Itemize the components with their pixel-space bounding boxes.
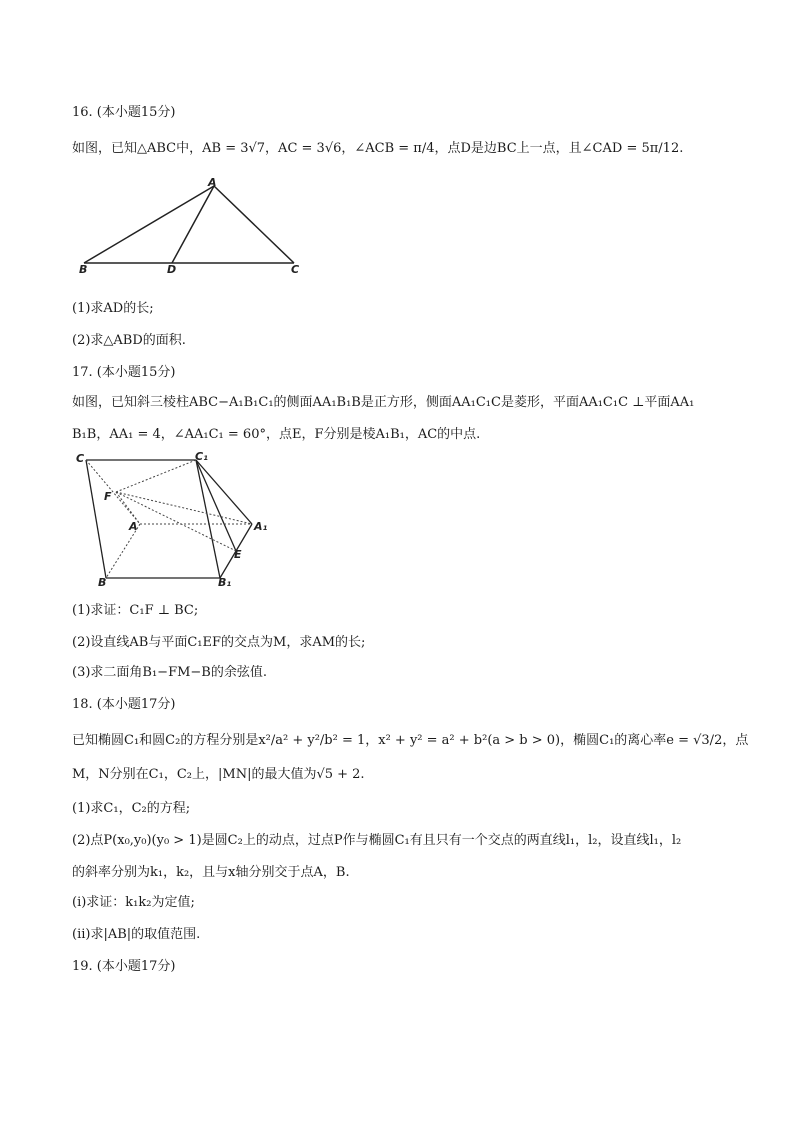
vertex-a1-label: A₁ xyxy=(254,520,268,533)
vertex-c-label: C xyxy=(76,452,85,465)
problem-17-stem-line-1: 如图，已知斜三棱柱ABC−A₁B₁C₁的侧面AA₁B₁B是正方形，侧面AA₁C₁C是菱形，平面AA₁C₁C ⊥平面AA₁ xyxy=(72,395,695,410)
triangle-abc-figure xyxy=(74,176,314,276)
problem-16-heading: 16. (本小题15分) xyxy=(72,105,176,120)
problem-17-stem-line-2: B₁B，AA₁ = 4，∠AA₁C₁ = 60°，点E，F分别是棱A₁B₁，AC的中点. xyxy=(72,427,481,442)
vertex-c1-label: C₁ xyxy=(195,452,208,463)
problem-17-question-3: (3)求二面角B₁−FM−B的余弦值. xyxy=(72,665,267,680)
problem-18-subquestion-i: (ⅰ)求证：k₁k₂为定值; xyxy=(72,895,195,910)
problem-18-heading: 18. (本小题17分) xyxy=(72,697,176,712)
vertex-b1-label: B₁ xyxy=(218,576,232,589)
problem-18-question-2-line-2: 的斜率分别为k₁，k₂，且与x轴分别交于点A，B. xyxy=(72,865,350,880)
point-d-label: D xyxy=(167,263,177,276)
problem-18-stem-line-2: M，N分别在C₁，C₂上，|MN|的最大值为√5 + 2. xyxy=(72,767,365,782)
problem-17-heading: 17. (本小题15分) xyxy=(72,365,176,380)
vertex-a-label: A xyxy=(208,176,217,189)
vertex-c-label: C xyxy=(291,263,300,276)
segment-ad xyxy=(172,186,214,263)
point-e-label: E xyxy=(234,548,242,561)
problem-16-question-2: (2)求△ABD的面积. xyxy=(72,333,186,348)
point-f-label: F xyxy=(104,490,112,503)
problem-18-question-2-line-1: (2)点P(x₀,y₀)(y₀ > 1)是圆C₂上的动点，过点P作与椭圆C₁有且只有一个交点的两直线l₁，l₂，设直线l₁，l₂ xyxy=(72,833,682,848)
problem-17-question-2: (2)设直线AB与平面C₁EF的交点为M，求AM的长; xyxy=(72,635,366,650)
problem-17-question-1: (1)求证：C₁F ⊥ BC; xyxy=(72,603,199,618)
problem-18-stem-line-1: 已知椭圆C₁和圆C₂的方程分别是x²/a² + y²/b² = 1，x² + y² = a² + b²(a > b > 0)，椭圆C₁的离心率e = √3/2，点 xyxy=(72,733,749,748)
problem-16-question-1: (1)求AD的长; xyxy=(72,301,154,316)
side-ab xyxy=(84,186,214,263)
prism-figure xyxy=(74,452,274,590)
problem-19-heading: 19. (本小题17分) xyxy=(72,959,176,974)
vertex-b-label: B xyxy=(98,576,107,589)
side-ac xyxy=(214,186,294,263)
problem-18-subquestion-ii: (ⅱ)求|AB|的取值范围. xyxy=(72,927,201,942)
vertex-b-label: B xyxy=(79,263,88,276)
problem-18-question-1: (1)求C₁，C₂的方程; xyxy=(72,801,191,816)
problem-16-stem: 如图，已知△ABC中，AB = 3√7，AC = 3√6，∠ACB = π/4，点D是边BC上一点，且∠CAD = 5π/12. xyxy=(72,141,684,156)
vertex-a-label: A xyxy=(129,520,138,533)
